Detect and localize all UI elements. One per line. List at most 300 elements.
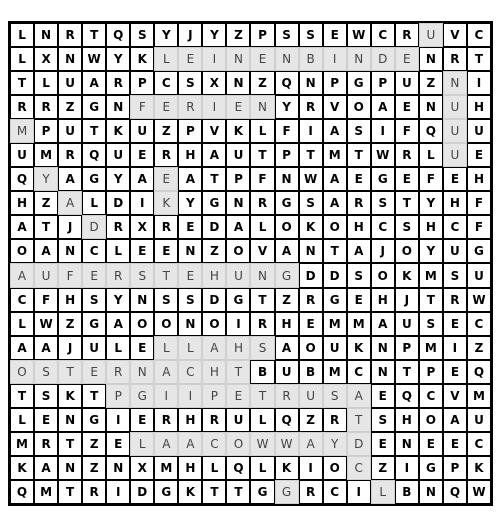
letter-cell[interactable]: U	[443, 239, 467, 263]
letter-cell[interactable]: H	[443, 191, 467, 215]
letter-cell[interactable]: K	[106, 119, 130, 143]
letter-cell[interactable]: U	[226, 408, 250, 432]
letter-cell[interactable]: E	[347, 167, 371, 191]
letter-cell[interactable]: H	[10, 191, 34, 215]
letter-cell[interactable]: S	[130, 263, 154, 287]
letter-cell[interactable]: E	[443, 167, 467, 191]
letter-cell[interactable]: I	[371, 119, 395, 143]
letter-cell[interactable]: A	[10, 215, 34, 239]
letter-cell[interactable]: S	[299, 23, 323, 47]
letter-cell[interactable]: Y	[275, 95, 299, 119]
letter-cell[interactable]: R	[395, 143, 419, 167]
letter-cell[interactable]: F	[34, 288, 58, 312]
letter-cell[interactable]: U	[467, 263, 491, 287]
letter-cell[interactable]: Q	[226, 456, 250, 480]
letter-cell[interactable]: H	[226, 336, 250, 360]
letter-cell[interactable]: Q	[467, 360, 491, 384]
letter-cell[interactable]: W	[371, 143, 395, 167]
letter-cell[interactable]: X	[34, 47, 58, 71]
letter-cell[interactable]: O	[371, 263, 395, 287]
letter-cell[interactable]: H	[347, 215, 371, 239]
letter-cell[interactable]: P	[178, 119, 202, 143]
letter-cell[interactable]: A	[34, 336, 58, 360]
letter-cell[interactable]: N	[419, 480, 443, 504]
letter-cell[interactable]: L	[202, 456, 226, 480]
letter-cell[interactable]: A	[10, 263, 34, 287]
letter-cell[interactable]: I	[347, 480, 371, 504]
letter-cell[interactable]: E	[178, 263, 202, 287]
letter-cell[interactable]: R	[202, 408, 226, 432]
letter-cell[interactable]: F	[467, 191, 491, 215]
letter-cell[interactable]: P	[323, 71, 347, 95]
letter-cell[interactable]: A	[275, 239, 299, 263]
letter-cell[interactable]: N	[371, 336, 395, 360]
letter-cell[interactable]: R	[443, 288, 467, 312]
letter-cell[interactable]: P	[250, 23, 274, 47]
letter-cell[interactable]: S	[347, 263, 371, 287]
letter-cell[interactable]: S	[323, 384, 347, 408]
letter-cell[interactable]: A	[154, 432, 178, 456]
letter-cell[interactable]: R	[299, 95, 323, 119]
letter-cell[interactable]: E	[323, 23, 347, 47]
letter-cell[interactable]: E	[130, 408, 154, 432]
letter-cell[interactable]: C	[347, 360, 371, 384]
letter-cell[interactable]: K	[178, 480, 202, 504]
letter-cell[interactable]: D	[130, 480, 154, 504]
letter-cell[interactable]: I	[299, 456, 323, 480]
letter-cell[interactable]: Q	[82, 143, 106, 167]
letter-cell[interactable]: W	[275, 432, 299, 456]
letter-cell[interactable]: N	[226, 47, 250, 71]
letter-cell[interactable]: A	[323, 119, 347, 143]
letter-cell[interactable]: R	[347, 191, 371, 215]
letter-cell[interactable]: Y	[106, 288, 130, 312]
letter-cell[interactable]: T	[82, 119, 106, 143]
letter-cell[interactable]: O	[10, 239, 34, 263]
letter-cell[interactable]: T	[395, 191, 419, 215]
letter-cell[interactable]: U	[226, 143, 250, 167]
letter-cell[interactable]: T	[250, 143, 274, 167]
letter-cell[interactable]: N	[299, 239, 323, 263]
letter-cell[interactable]: O	[323, 215, 347, 239]
letter-cell[interactable]: C	[82, 239, 106, 263]
letter-cell[interactable]: E	[371, 432, 395, 456]
letter-cell[interactable]: A	[106, 312, 130, 336]
letter-cell[interactable]: I	[395, 456, 419, 480]
letter-cell[interactable]: A	[34, 239, 58, 263]
letter-cell[interactable]: R	[299, 480, 323, 504]
letter-cell[interactable]: L	[106, 336, 130, 360]
letter-cell[interactable]: N	[250, 95, 274, 119]
letter-cell[interactable]: T	[202, 167, 226, 191]
letter-cell[interactable]: U	[323, 336, 347, 360]
letter-cell[interactable]: C	[371, 215, 395, 239]
letter-cell[interactable]: Z	[467, 336, 491, 360]
letter-cell[interactable]: K	[275, 456, 299, 480]
letter-cell[interactable]: U	[58, 71, 82, 95]
letter-cell[interactable]: U	[443, 119, 467, 143]
letter-cell[interactable]: I	[299, 119, 323, 143]
letter-cell[interactable]: S	[347, 119, 371, 143]
letter-cell[interactable]: G	[154, 480, 178, 504]
letter-cell[interactable]: Y	[178, 191, 202, 215]
letter-cell[interactable]: K	[299, 215, 323, 239]
letter-cell[interactable]: I	[202, 47, 226, 71]
letter-cell[interactable]: S	[82, 288, 106, 312]
letter-cell[interactable]: K	[467, 456, 491, 480]
letter-cell[interactable]: P	[371, 71, 395, 95]
letter-cell[interactable]: N	[371, 360, 395, 384]
letter-cell[interactable]: O	[130, 312, 154, 336]
letter-cell[interactable]: K	[395, 263, 419, 287]
letter-cell[interactable]: M	[323, 312, 347, 336]
letter-cell[interactable]: E	[178, 47, 202, 71]
letter-cell[interactable]: F	[395, 119, 419, 143]
letter-cell[interactable]: K	[154, 191, 178, 215]
letter-cell[interactable]: L	[10, 312, 34, 336]
letter-cell[interactable]: V	[443, 384, 467, 408]
letter-cell[interactable]: T	[347, 143, 371, 167]
letter-cell[interactable]: P	[34, 119, 58, 143]
letter-cell[interactable]: Q	[395, 384, 419, 408]
letter-cell[interactable]: D	[82, 215, 106, 239]
letter-cell[interactable]: N	[106, 95, 130, 119]
letter-cell[interactable]: R	[154, 408, 178, 432]
letter-cell[interactable]: O	[347, 95, 371, 119]
letter-cell[interactable]: N	[130, 288, 154, 312]
letter-cell[interactable]: V	[323, 95, 347, 119]
letter-cell[interactable]: Z	[226, 23, 250, 47]
letter-cell[interactable]: C	[419, 384, 443, 408]
letter-cell[interactable]: Y	[419, 191, 443, 215]
letter-cell[interactable]: E	[395, 47, 419, 71]
letter-cell[interactable]: E	[106, 432, 130, 456]
letter-cell[interactable]: G	[226, 288, 250, 312]
letter-cell[interactable]: G	[130, 384, 154, 408]
letter-cell[interactable]: D	[299, 263, 323, 287]
letter-cell[interactable]: R	[299, 288, 323, 312]
letter-cell[interactable]: W	[347, 23, 371, 47]
letter-cell[interactable]: E	[443, 360, 467, 384]
letter-cell[interactable]: X	[202, 71, 226, 95]
letter-cell[interactable]: C	[323, 480, 347, 504]
letter-cell[interactable]: N	[395, 432, 419, 456]
letter-cell[interactable]: X	[130, 215, 154, 239]
letter-cell[interactable]: Z	[58, 312, 82, 336]
letter-cell[interactable]: G	[275, 191, 299, 215]
letter-cell[interactable]: N	[275, 167, 299, 191]
letter-cell[interactable]: E	[443, 432, 467, 456]
letter-cell[interactable]: P	[226, 167, 250, 191]
letter-cell[interactable]: U	[467, 408, 491, 432]
letter-cell[interactable]: Z	[275, 288, 299, 312]
letter-cell[interactable]: K	[58, 384, 82, 408]
letter-cell[interactable]: N	[34, 23, 58, 47]
letter-cell[interactable]: E	[130, 143, 154, 167]
letter-cell[interactable]: Y	[106, 47, 130, 71]
letter-cell[interactable]: G	[371, 167, 395, 191]
letter-cell[interactable]: Z	[371, 456, 395, 480]
letter-cell[interactable]: I	[323, 47, 347, 71]
letter-cell[interactable]: E	[347, 288, 371, 312]
letter-cell[interactable]: W	[250, 432, 274, 456]
letter-cell[interactable]: B	[395, 480, 419, 504]
letter-cell[interactable]: E	[226, 384, 250, 408]
letter-cell[interactable]: A	[371, 95, 395, 119]
letter-cell[interactable]: N	[106, 456, 130, 480]
letter-cell[interactable]: F	[130, 95, 154, 119]
letter-cell[interactable]: W	[299, 167, 323, 191]
letter-cell[interactable]: N	[226, 191, 250, 215]
letter-cell[interactable]: J	[58, 215, 82, 239]
letter-cell[interactable]: Z	[250, 71, 274, 95]
letter-cell[interactable]: X	[130, 456, 154, 480]
letter-cell[interactable]: N	[178, 239, 202, 263]
letter-cell[interactable]: M	[323, 143, 347, 167]
letter-cell[interactable]: H	[202, 360, 226, 384]
letter-cell[interactable]: E	[371, 384, 395, 408]
letter-cell[interactable]: O	[419, 408, 443, 432]
letter-cell[interactable]: I	[467, 71, 491, 95]
letter-cell[interactable]: L	[34, 71, 58, 95]
letter-cell[interactable]: T	[58, 360, 82, 384]
letter-cell[interactable]: T	[419, 288, 443, 312]
letter-cell[interactable]: S	[371, 191, 395, 215]
letter-cell[interactable]: E	[299, 312, 323, 336]
letter-cell[interactable]: Q	[10, 480, 34, 504]
letter-cell[interactable]: A	[443, 408, 467, 432]
letter-cell[interactable]: S	[419, 312, 443, 336]
letter-cell[interactable]: T	[10, 71, 34, 95]
letter-cell[interactable]: M	[10, 432, 34, 456]
letter-cell[interactable]: T	[34, 215, 58, 239]
letter-cell[interactable]: L	[10, 408, 34, 432]
letter-cell[interactable]: C	[443, 215, 467, 239]
letter-cell[interactable]: N	[58, 47, 82, 71]
letter-cell[interactable]: E	[226, 95, 250, 119]
letter-cell[interactable]: R	[323, 408, 347, 432]
letter-cell[interactable]: N	[58, 408, 82, 432]
letter-cell[interactable]: G	[347, 71, 371, 95]
letter-cell[interactable]: F	[58, 263, 82, 287]
letter-cell[interactable]: Q	[275, 71, 299, 95]
letter-cell[interactable]: Y	[419, 239, 443, 263]
letter-cell[interactable]: C	[347, 456, 371, 480]
letter-cell[interactable]: R	[34, 95, 58, 119]
letter-cell[interactable]: U	[58, 119, 82, 143]
letter-cell[interactable]: I	[443, 336, 467, 360]
letter-cell[interactable]: R	[275, 384, 299, 408]
letter-cell[interactable]: L	[250, 119, 274, 143]
letter-cell[interactable]: T	[395, 360, 419, 384]
letter-cell[interactable]: G	[250, 480, 274, 504]
letter-cell[interactable]: A	[202, 143, 226, 167]
letter-cell[interactable]: M	[347, 312, 371, 336]
letter-cell[interactable]: N	[299, 71, 323, 95]
letter-cell[interactable]: R	[178, 95, 202, 119]
letter-cell[interactable]: A	[154, 360, 178, 384]
letter-cell[interactable]: R	[34, 432, 58, 456]
letter-cell[interactable]: L	[419, 143, 443, 167]
letter-cell[interactable]: R	[106, 263, 130, 287]
letter-cell[interactable]: V	[250, 239, 274, 263]
letter-cell[interactable]: H	[467, 95, 491, 119]
letter-cell[interactable]: T	[226, 480, 250, 504]
letter-cell[interactable]: C	[371, 23, 395, 47]
letter-cell[interactable]: L	[250, 215, 274, 239]
letter-cell[interactable]: L	[82, 191, 106, 215]
letter-cell[interactable]: N	[130, 360, 154, 384]
letter-cell[interactable]: C	[202, 432, 226, 456]
letter-cell[interactable]: R	[106, 71, 130, 95]
letter-cell[interactable]: N	[58, 456, 82, 480]
letter-cell[interactable]: B	[299, 360, 323, 384]
letter-cell[interactable]: T	[82, 23, 106, 47]
letter-cell[interactable]: E	[419, 432, 443, 456]
letter-cell[interactable]: L	[250, 456, 274, 480]
letter-cell[interactable]: Z	[82, 456, 106, 480]
letter-cell[interactable]: F	[250, 167, 274, 191]
letter-cell[interactable]: L	[10, 47, 34, 71]
letter-cell[interactable]: U	[299, 384, 323, 408]
letter-cell[interactable]: R	[106, 360, 130, 384]
letter-cell[interactable]: U	[443, 143, 467, 167]
letter-cell[interactable]: C	[467, 312, 491, 336]
letter-cell[interactable]: K	[130, 47, 154, 71]
letter-cell[interactable]: L	[178, 336, 202, 360]
letter-cell[interactable]: M	[323, 360, 347, 384]
letter-cell[interactable]: D	[347, 432, 371, 456]
letter-cell[interactable]: H	[178, 143, 202, 167]
letter-cell[interactable]: P	[395, 336, 419, 360]
letter-cell[interactable]: R	[250, 312, 274, 336]
letter-cell[interactable]: F	[275, 119, 299, 143]
letter-cell[interactable]: T	[154, 263, 178, 287]
letter-cell[interactable]: D	[106, 191, 130, 215]
letter-cell[interactable]: M	[419, 263, 443, 287]
letter-cell[interactable]: T	[323, 239, 347, 263]
letter-cell[interactable]: S	[130, 23, 154, 47]
letter-cell[interactable]: E	[395, 167, 419, 191]
letter-cell[interactable]: O	[275, 215, 299, 239]
letter-cell[interactable]: T	[10, 384, 34, 408]
letter-cell[interactable]: H	[202, 263, 226, 287]
letter-cell[interactable]: A	[130, 167, 154, 191]
letter-cell[interactable]: L	[10, 23, 34, 47]
letter-cell[interactable]: A	[323, 167, 347, 191]
letter-cell[interactable]: L	[154, 336, 178, 360]
letter-cell[interactable]: H	[58, 288, 82, 312]
letter-cell[interactable]: G	[275, 480, 299, 504]
letter-cell[interactable]: F	[419, 167, 443, 191]
letter-cell[interactable]: E	[82, 360, 106, 384]
letter-cell[interactable]: Q	[443, 480, 467, 504]
letter-cell[interactable]: Z	[82, 432, 106, 456]
letter-cell[interactable]: A	[10, 336, 34, 360]
letter-cell[interactable]: Y	[202, 23, 226, 47]
letter-cell[interactable]: G	[323, 288, 347, 312]
letter-cell[interactable]: M	[154, 456, 178, 480]
letter-cell[interactable]: R	[443, 47, 467, 71]
letter-cell[interactable]: B	[299, 47, 323, 71]
letter-cell[interactable]: S	[154, 288, 178, 312]
letter-cell[interactable]: A	[226, 215, 250, 239]
letter-cell[interactable]: W	[82, 47, 106, 71]
letter-cell[interactable]: E	[395, 95, 419, 119]
letter-cell[interactable]: A	[347, 239, 371, 263]
letter-cell[interactable]: A	[82, 71, 106, 95]
letter-cell[interactable]: E	[467, 143, 491, 167]
letter-cell[interactable]: G	[419, 456, 443, 480]
letter-cell[interactable]: W	[467, 288, 491, 312]
letter-cell[interactable]: R	[10, 95, 34, 119]
letter-cell[interactable]: Y	[323, 432, 347, 456]
letter-cell[interactable]: N	[443, 71, 467, 95]
letter-cell[interactable]: C	[154, 71, 178, 95]
letter-cell[interactable]: E	[154, 239, 178, 263]
letter-cell[interactable]: T	[467, 47, 491, 71]
letter-cell[interactable]: E	[154, 167, 178, 191]
letter-cell[interactable]: M	[10, 119, 34, 143]
letter-cell[interactable]: A	[34, 456, 58, 480]
letter-cell[interactable]: D	[371, 47, 395, 71]
letter-cell[interactable]: G	[202, 191, 226, 215]
letter-cell[interactable]: P	[275, 143, 299, 167]
letter-cell[interactable]: S	[250, 336, 274, 360]
letter-cell[interactable]: T	[250, 288, 274, 312]
letter-cell[interactable]: S	[371, 408, 395, 432]
letter-cell[interactable]: S	[34, 384, 58, 408]
letter-cell[interactable]: T	[347, 408, 371, 432]
letter-cell[interactable]: U	[419, 23, 443, 47]
letter-cell[interactable]: D	[202, 288, 226, 312]
letter-cell[interactable]: U	[275, 360, 299, 384]
letter-cell[interactable]: N	[58, 239, 82, 263]
letter-cell[interactable]: G	[82, 408, 106, 432]
letter-cell[interactable]: G	[275, 263, 299, 287]
letter-cell[interactable]: E	[130, 239, 154, 263]
letter-cell[interactable]: A	[323, 191, 347, 215]
letter-cell[interactable]: A	[58, 167, 82, 191]
letter-cell[interactable]: E	[250, 47, 274, 71]
letter-cell[interactable]: R	[82, 480, 106, 504]
letter-cell[interactable]: I	[202, 95, 226, 119]
letter-cell[interactable]: Z	[419, 71, 443, 95]
letter-cell[interactable]: K	[347, 336, 371, 360]
letter-cell[interactable]: H	[371, 288, 395, 312]
letter-cell[interactable]: Y	[106, 167, 130, 191]
letter-cell[interactable]: U	[226, 263, 250, 287]
letter-cell[interactable]: R	[250, 191, 274, 215]
letter-cell[interactable]: A	[58, 191, 82, 215]
letter-cell[interactable]: D	[202, 215, 226, 239]
letter-cell[interactable]: N	[178, 312, 202, 336]
letter-cell[interactable]: C	[467, 432, 491, 456]
letter-cell[interactable]: Y	[154, 23, 178, 47]
letter-cell[interactable]: J	[371, 239, 395, 263]
letter-cell[interactable]: S	[34, 360, 58, 384]
letter-cell[interactable]: O	[202, 312, 226, 336]
letter-cell[interactable]: O	[226, 239, 250, 263]
letter-cell[interactable]: O	[299, 336, 323, 360]
letter-cell[interactable]: N	[419, 47, 443, 71]
letter-cell[interactable]: L	[154, 47, 178, 71]
letter-cell[interactable]: Z	[202, 239, 226, 263]
letter-cell[interactable]: C	[10, 288, 34, 312]
letter-cell[interactable]: T	[58, 480, 82, 504]
letter-cell[interactable]: V	[443, 23, 467, 47]
letter-cell[interactable]: J	[395, 288, 419, 312]
